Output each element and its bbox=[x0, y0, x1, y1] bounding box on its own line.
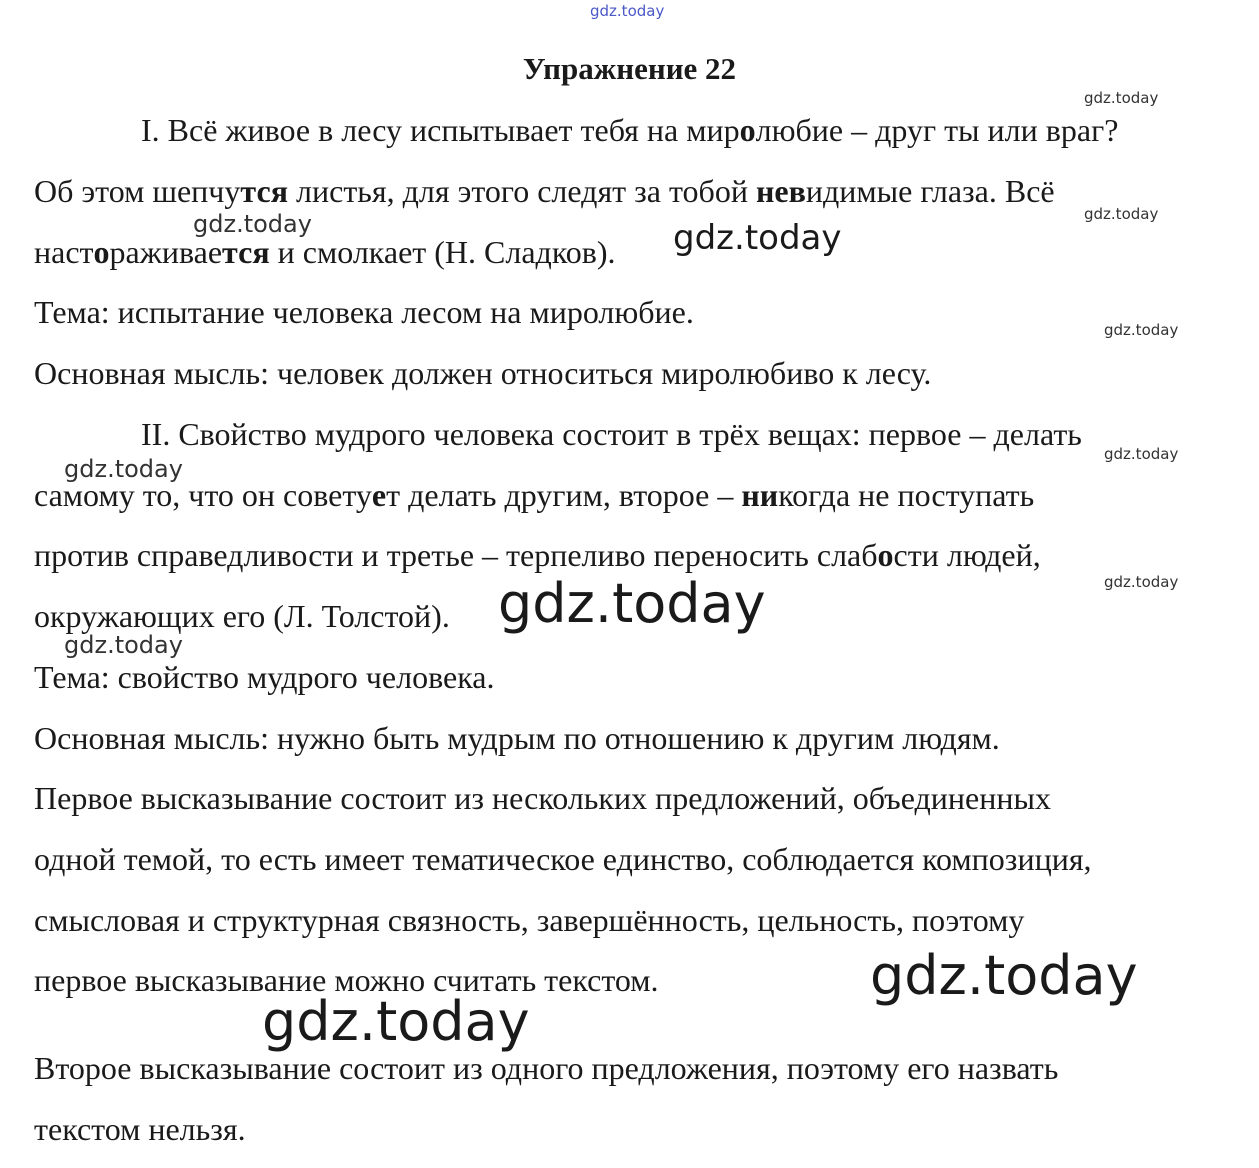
paragraph1-line2: Об этом шепчутся листья, для этого следят за тобой невидимые глаза. Всё bbox=[34, 173, 1055, 209]
exercise-title: Упражнение 22 bbox=[522, 51, 737, 86]
watermark-text: gdz.today bbox=[590, 2, 665, 20]
watermark-text: gdz.today bbox=[1104, 573, 1179, 591]
conclusion1-line: Первое высказывание состоит из нескольких предложений, объединенных bbox=[34, 780, 1051, 816]
conclusion1-line: смысловая и структурная связность, завершённость, цельность, поэтому bbox=[34, 902, 1025, 938]
watermark-text: gdz.today bbox=[64, 631, 183, 659]
conclusion2-line: Второе высказывание состоит из одного предложения, поэтому его назвать bbox=[34, 1050, 1059, 1086]
idea2-line: Основная мысль: нужно быть мудрым по отношению к другим людям. bbox=[34, 720, 1000, 756]
watermark-text: gdz.today bbox=[262, 990, 530, 1053]
watermark-text: gdz.today bbox=[1084, 89, 1159, 107]
watermark-text: gdz.today bbox=[1104, 321, 1179, 339]
watermark-text: gdz.today bbox=[498, 572, 766, 635]
conclusion1-line: первое высказывание можно считать текстом. bbox=[34, 962, 659, 998]
paragraph2-line1: II. Свойство мудрого человека состоит в трёх вещах: первое – делать bbox=[141, 416, 1082, 452]
paragraph2-line2: самому то, что он советует делать другим, второе – никогда не поступать bbox=[34, 477, 1035, 513]
watermark-text: gdz.today bbox=[1104, 445, 1179, 463]
paragraph1-line3: настораживается и смолкает (Н. Сладков). bbox=[34, 234, 616, 270]
paragraph1-line1: I. Всё живое в лесу испытывает тебя на миролюбие – друг ты или враг? bbox=[141, 112, 1119, 148]
watermark-text: gdz.today bbox=[64, 455, 183, 483]
watermark-text: gdz.today bbox=[193, 210, 312, 238]
paragraph2-line3: против справедливости и третье – терпеливо переносить слабости людей, bbox=[34, 537, 1041, 573]
watermark-text: gdz.today bbox=[1084, 205, 1159, 223]
topic2-line: Тема: свойство мудрого человека. bbox=[34, 659, 495, 695]
conclusion1-line: одной темой, то есть имеет тематическое единство, соблюдается композиция, bbox=[34, 841, 1092, 877]
paragraph2-line4: окружающих его (Л. Толстой). bbox=[34, 598, 450, 634]
watermark-text: gdz.today bbox=[673, 218, 842, 258]
idea1-line: Основная мысль: человек должен относиться миролюбиво к лесу. bbox=[34, 355, 932, 391]
watermark-text: gdz.today bbox=[870, 944, 1138, 1007]
topic1-line: Тема: испытание человека лесом на миролюбие. bbox=[34, 294, 694, 330]
conclusion2-line: текстом нельзя. bbox=[34, 1111, 246, 1147]
